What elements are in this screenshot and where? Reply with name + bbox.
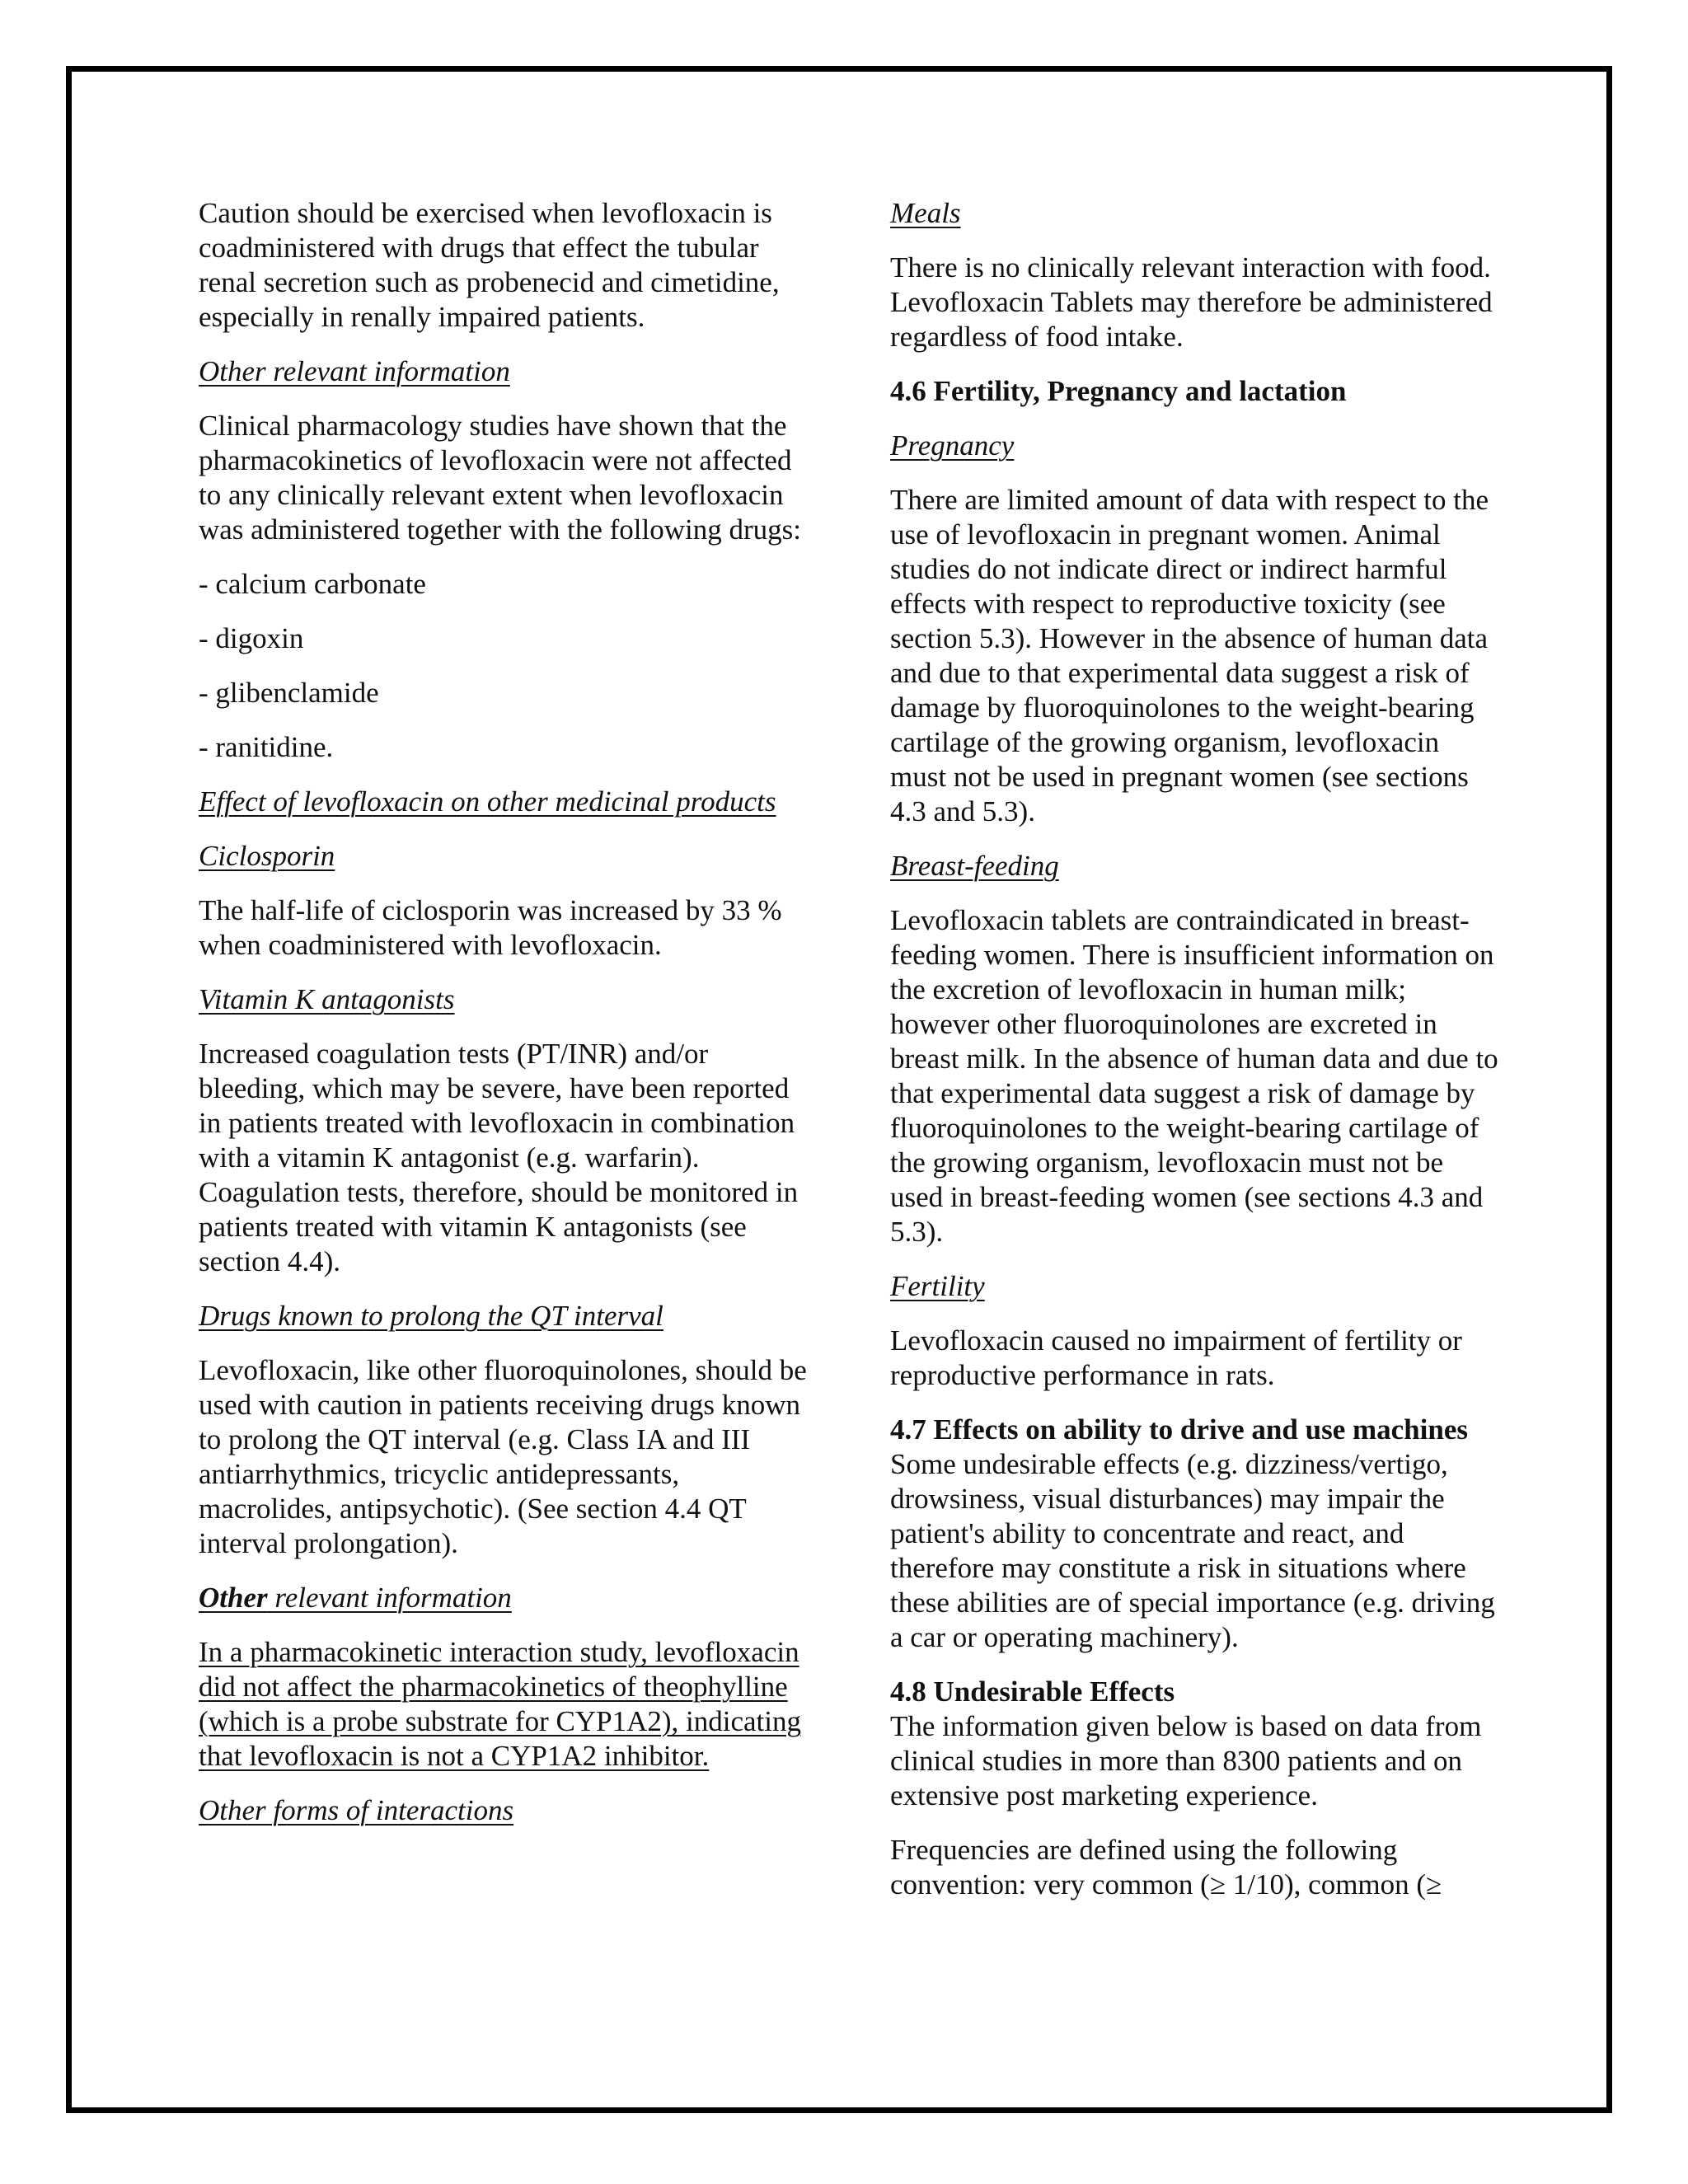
paragraph-pregnancy: There are limited amount of data with respect to the use of levofloxacin in pregnant women. Animal studies do not indicate direct or indirect harmful effects with respect to reproductive toxicity (see section 5.3). However in the absence of human data and due to that experimental data suggest a risk of damage by fluoroquinolones to the weight-bearing cartilage of the growing organism, levofloxacin must not be used in pregnant women (see sections 4.3 and 5.3).	[890, 484, 1489, 827]
subheading-meals: Meals	[890, 197, 961, 229]
right-column	[890, 196, 1500, 1922]
paragraph-fertility: Levofloxacin caused no impairment of fertility or reproductive performance in rats.	[890, 1324, 1462, 1391]
subheading-other-relevant-information: Other relevant information	[199, 355, 510, 387]
paragraph-vitamin-k: Increased coagulation tests (PT/INR) and/or bleeding, which may be severe, have been reported in patients treated with levofloxacin in combination with a vitamin K antagonist (e.g. warfarin). Coagulation tests, therefore, should be monitored in patients treated with vitamin K antagonists (see section 4.4).	[199, 1038, 799, 1277]
subheading-pregnancy: Pregnancy	[890, 429, 1015, 462]
subheading-fertility: Fertility	[890, 1270, 985, 1302]
paragraph-theophylline: In a pharmacokinetic interaction study, levofloxacin did not affect the pharmacokinetics of theophylline (which is a probe substrate for CYP1A2), indicating that levofloxacin is not a CYP1A2 inhibitor.	[199, 1636, 801, 1772]
section-heading-4-8: 4.8 Undesirable Effects	[890, 1675, 1175, 1708]
subheading-qt-interval: Drugs known to prolong the QT interval	[199, 1300, 663, 1332]
list-item: - calcium carbonate	[199, 568, 426, 600]
paragraph-frequencies: Frequencies are defined using the following convention: very common (≥ 1/10), common (≥	[890, 1834, 1442, 1900]
subheading-vitamin-k: Vitamin K antagonists	[199, 983, 455, 1015]
subheading-other-forms-of-interactions: Other forms of interactions	[199, 1794, 514, 1826]
subheading-breast-feeding: Breast-feeding	[890, 850, 1059, 882]
paragraph-breast-feeding: Levofloxacin tablets are contraindicated in breast-feeding women. There is insufficient information on the excretion of levofloxacin in human milk; however other fluoroquinolones are excreted in breast milk. In the absence of human data and due to that experimental data suggest a risk of damage by fluoroquinolones to the weight-bearing cartilage of the growing organism, levofloxacin must not be used in breast-feeding women (see sections 4.3 and 5.3).	[890, 904, 1498, 1248]
paragraph-driving: Some undesirable effects (e.g. dizziness/vertigo, drowsiness, visual disturbances) may impair the patient's ability to concentrate and react, and therefore may constitute a risk in situations where these abilities are of special importance (e.g. driving a car or operating machinery).	[890, 1448, 1495, 1653]
section-heading-4-6: 4.6 Fertility, Pregnancy and lactation	[890, 375, 1347, 407]
subheading-ciclosporin: Ciclosporin	[199, 840, 335, 872]
section-heading-4-7: 4.7 Effects on ability to drive and use machines	[890, 1413, 1468, 1446]
paragraph-renal-secretion: Caution should be exercised when levofloxacin is coadministered with drugs that effect the tubular renal secretion such as probenecid and cimetidine, especially in renally impaired patients.	[199, 197, 780, 333]
paragraph-qt-interval: Levofloxacin, like other fluoroquinolones, should be used with caution in patients receiving drugs known to prolong the QT interval (e.g. Class IA and III antiarrhythmics, tricyclic antidepressants, macrolides, antipsychotic). (See section 4.4 QT interval prolongation).	[199, 1354, 807, 1559]
list-item: - ranitidine.	[199, 731, 334, 763]
list-item: - digoxin	[199, 622, 304, 654]
subheading-effect-on-other-products: Effect of levofloxacin on other medicinal products	[199, 785, 776, 818]
paragraph-ciclosporin: The half-life of ciclosporin was increased by 33 % when coadministered with levofloxacin.	[199, 894, 782, 961]
subheading-other-relevant-information-2	[199, 1581, 809, 1615]
paragraph-clinical-pharmacology: Clinical pharmacology studies have shown that the pharmacokinetics of levofloxacin were not affected to any clinically relevant extent when levofloxacin was administered together with the following drugs:	[199, 410, 801, 546]
list-item: - glibenclamide	[199, 677, 379, 709]
left-column	[199, 196, 809, 1848]
paragraph-undesirable-effects: The information given below is based on data from clinical studies in more than 8300 patients and on extensive post marketing experience.	[890, 1710, 1482, 1811]
subheading-bold-word: Other	[199, 1582, 268, 1614]
subheading-rest: relevant information	[267, 1582, 512, 1614]
paragraph-meals: There is no clinically relevant interaction with food. Levofloxacin Tablets may therefore be administered regardless of food intake.	[890, 251, 1493, 353]
